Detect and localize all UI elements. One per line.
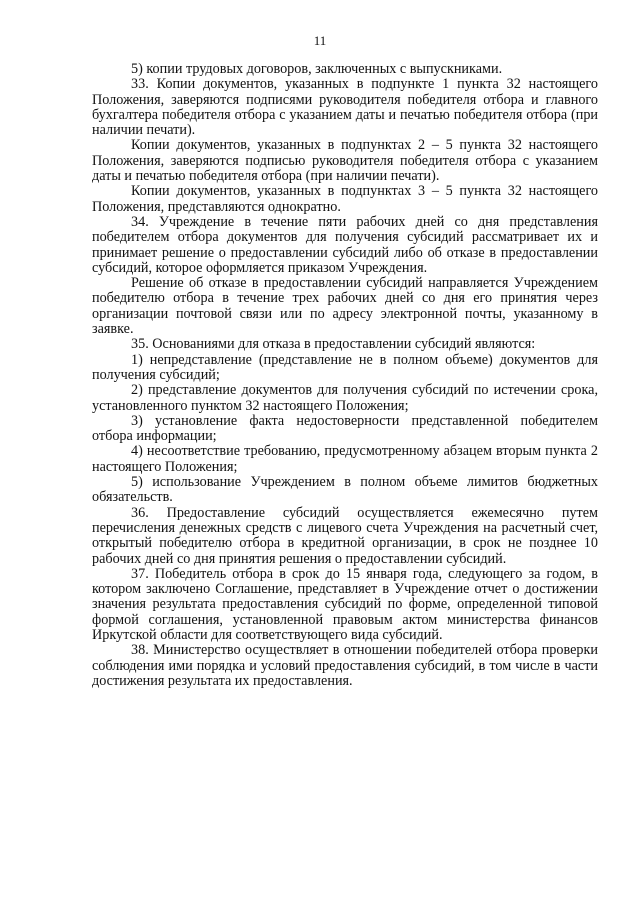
- paragraph-33-copies-3-5: Копии документов, указанных в подпунктах 3 – 5 пункта 32 настоящего Положения, представляются однократно.: [92, 183, 598, 215]
- paragraph-35: 35. Основаниями для отказа в предоставлении субсидий являются:: [131, 336, 536, 353]
- paragraph-item-5-copies-of-contracts: 5) копии трудовых договоров, заключенных с выпускниками.: [131, 61, 503, 77]
- paragraph-35-item-5: 5) использование Учреждением в полном объеме лимитов бюджетных обязательств.: [92, 474, 598, 506]
- paragraph-33: 33. Копии документов, указанных в подпункте 1 пункта 32 настоящего Положения, заверяются подписями руководителя победителя отбора и главного бухгалтера победителя отбора с указанием даты и печатью победителя отбора (при наличии печати).: [92, 76, 598, 139]
- paragraph-37: 37. Победитель отбора в срок до 15 января года, следующего за годом, в котором заключено Соглашение, представляет в Учреждение отчет о достижении значения результата предоставления субсидий по форме, определенной типовой формой соглашения, установленной правовым актом министерства финансов Иркутской области для соответствующего вида субсидий.: [92, 565, 598, 643]
- document-body: [92, 62, 598, 689]
- paragraph-35-item-1: 1) непредставление (представление не в полном объеме) документов для получения субсидий;: [92, 351, 598, 383]
- paragraph-34: 34. Учреждение в течение пяти рабочих дней со дня представления победителем отбора документов для получения субсидий рассматривает их и принимает решение о предоставлении субсидий либо об отказе в предоставлении субсидий, которое оформляется приказом Учреждения.: [92, 213, 598, 276]
- page-number: 11: [313, 33, 327, 48]
- paragraph-35-item-2: 2) представление документов для получения субсидий по истечении срока, установленного пунктом 32 настоящего Положения;: [92, 382, 598, 414]
- paragraph-34-refusal-notice: Решение об отказе в предоставлении субсидий направляется Учреждением победителю отбора в течение трех рабочих дней со дня его принятия через организации почтовой связи или по адресу электронной почты, указанному в заявке.: [92, 275, 598, 338]
- paragraph-33-copies-2-5: Копии документов, указанных в подпунктах 2 – 5 пункта 32 настоящего Положения, заверяются подписью руководителя победителя отбора с указанием даты и печатью победителя отбора (при наличии печати).: [92, 137, 598, 185]
- paragraph-38: 38. Министерство осуществляет в отношении победителей отбора проверки соблюдения ими порядка и условий предоставления субсидий, в том числе в части достижения результата их предоставления.: [92, 642, 598, 689]
- paragraph-35-item-3: 3) установление факта недостоверности представленной победителем отбора информации;: [92, 412, 598, 445]
- paragraph-36: 36. Предоставление субсидий осуществляется ежемесячно путем перечисления денежных средств с лицевого счета Учреждения на расчетный счет, открытый победителю отбора в кредитной организации, в срок не позднее 10 рабочих дней со дня принятия решения о предоставлении субсидий.: [92, 504, 598, 567]
- paragraph-35-item-4: 4) несоответствие требованию, предусмотренному абзацем вторым пункта 2 настоящего Положения;: [92, 443, 598, 475]
